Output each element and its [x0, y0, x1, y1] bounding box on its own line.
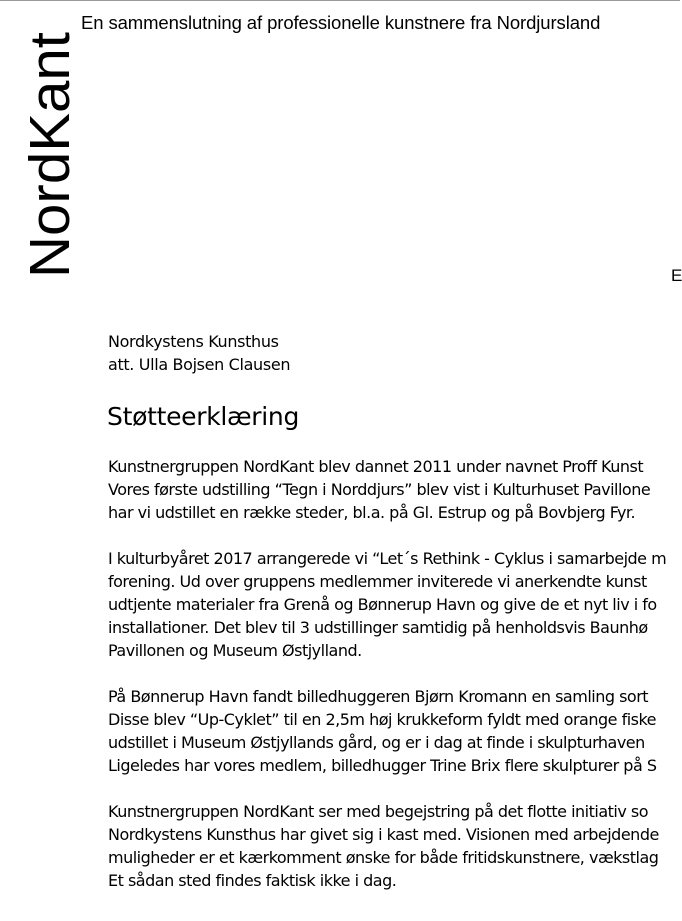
- body-line: I kulturbyåret 2017 arrangerede vi “Let´s Rethink - Cyklus i samarbejde m: [108, 549, 667, 568]
- body-line: Vores første udstilling “Tegn i Norddjurs” blev vist i Kulturhuset Pavillone: [108, 480, 651, 499]
- logo-text: NordKant: [18, 37, 82, 278]
- paragraph-bonnerup-havn: [108, 685, 680, 777]
- body-line: Kunstnergruppen NordKant ser med begejstring på det flotte initiativ so: [108, 802, 649, 821]
- body-line: Nordkystens Kunsthus har givet sig i kast med. Visionen med arbejdende: [108, 825, 659, 844]
- body-line: Pavillonen og Museum Østjylland.: [108, 641, 362, 660]
- recipient-attention: att. Ulla Bojsen Clausen: [108, 355, 291, 374]
- document-title: Støtteerklæring: [107, 402, 300, 431]
- nordkant-logo: [18, 32, 82, 278]
- top-rule: [0, 0, 680, 1]
- body-line: har vi udstillet en række steder, bl.a. på Gl. Estrup og på Bovbjerg Fyr.: [108, 503, 636, 522]
- body-line: udstillet i Museum Østjyllands gård, og er i dag at finde i skulpturhaven: [108, 733, 645, 752]
- body-line: Kunstnergruppen NordKant blev dannet 2011 under navnet Proff Kunst: [108, 457, 644, 476]
- body-line: forening. Ud over gruppens medlemmer inviterede vi anerkendte kunst: [108, 572, 647, 591]
- letter-body: [108, 455, 680, 915]
- paragraph-support: [108, 800, 680, 892]
- body-line: Disse blev “Up-Cyklet” til en 2,5m høj krukkeform fyldt med orange fiske: [108, 710, 657, 729]
- tagline: En sammenslutning af professionelle kunstnere fra Nordjursland: [81, 12, 601, 33]
- recipient-name: Nordkystens Kunsthus: [108, 332, 279, 351]
- date-fragment: E: [671, 266, 682, 285]
- body-line: Ligeledes har vores medlem, billedhugger Trine Brix flere skulpturer på S: [108, 756, 657, 775]
- recipient-block: [108, 330, 290, 376]
- body-line: installationer. Det blev til 3 udstillinger samtidig på henholdsvis Baunhø: [108, 618, 648, 637]
- paragraph-kulturby-2017: [108, 547, 680, 662]
- body-line: Et sådan sted findes faktisk ikke i dag.: [108, 871, 397, 890]
- body-line: På Bønnerup Havn fandt billedhuggeren Bjørn Kromann en samling sort: [108, 687, 649, 706]
- body-line: udtjente materialer fra Grenå og Bønnerup Havn og give de et nyt liv i fo: [108, 595, 657, 614]
- body-line: muligheder er et kærkomment ønske for både fritidskunstnere, vækstlag: [108, 848, 659, 867]
- paragraph-founding: [108, 455, 680, 524]
